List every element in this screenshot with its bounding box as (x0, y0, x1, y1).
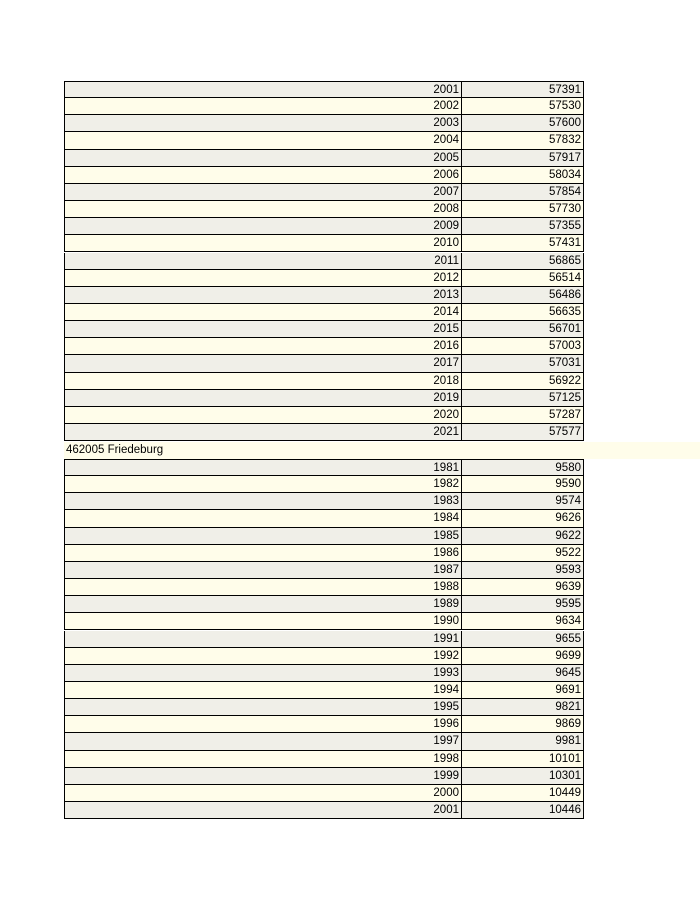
year-cell[interactable]: 2020 (64, 407, 462, 424)
value-cell[interactable]: 57003 (462, 338, 584, 355)
value-cell[interactable]: 10446 (462, 802, 584, 819)
table-row (64, 98, 700, 115)
value-cell[interactable]: 10101 (462, 751, 584, 768)
table-row (64, 184, 700, 201)
value-cell[interactable]: 57391 (462, 81, 584, 98)
table-row (64, 476, 700, 493)
year-cell[interactable]: 2003 (64, 115, 462, 132)
value-cell[interactable]: 57917 (462, 150, 584, 167)
table-row (64, 665, 700, 682)
table-row (64, 287, 700, 304)
year-cell[interactable]: 1991 (64, 631, 462, 648)
year-cell[interactable]: 1999 (64, 768, 462, 785)
table-row (64, 81, 700, 98)
year-cell[interactable]: 2005 (64, 150, 462, 167)
table-row (64, 270, 700, 287)
value-cell[interactable]: 9639 (462, 579, 584, 596)
year-cell[interactable]: 1992 (64, 648, 462, 665)
table-row (64, 150, 700, 167)
value-cell[interactable]: 56514 (462, 270, 584, 287)
table-row (64, 733, 700, 750)
table-row (64, 545, 700, 562)
table-row (64, 132, 700, 149)
table-row (64, 459, 700, 476)
year-cell[interactable]: 1983 (64, 493, 462, 510)
year-cell[interactable]: 1993 (64, 665, 462, 682)
table-row (64, 510, 700, 527)
year-cell[interactable]: 2012 (64, 270, 462, 287)
year-cell[interactable]: 2014 (64, 304, 462, 321)
value-cell[interactable]: 58034 (462, 167, 584, 184)
value-cell[interactable]: 9699 (462, 648, 584, 665)
value-cell[interactable]: 9821 (462, 699, 584, 716)
year-cell[interactable]: 1982 (64, 476, 462, 493)
value-cell[interactable]: 57431 (462, 235, 584, 252)
year-cell[interactable]: 2011 (64, 253, 462, 270)
value-cell[interactable]: 56486 (462, 287, 584, 304)
value-cell[interactable]: 56922 (462, 373, 584, 390)
year-cell[interactable]: 2010 (64, 235, 462, 252)
value-cell[interactable]: 9622 (462, 528, 584, 545)
year-cell[interactable]: 2007 (64, 184, 462, 201)
year-cell[interactable]: 2006 (64, 167, 462, 184)
year-cell[interactable]: 1981 (64, 459, 462, 476)
year-cell[interactable]: 2001 (64, 802, 462, 819)
year-cell[interactable]: 1985 (64, 528, 462, 545)
table-row (64, 201, 700, 218)
value-cell[interactable]: 9522 (462, 545, 584, 562)
table-row (64, 528, 700, 545)
table-row (64, 802, 700, 819)
value-cell[interactable]: 57854 (462, 184, 584, 201)
value-cell[interactable]: 9691 (462, 682, 584, 699)
table-row (64, 304, 700, 321)
table-row (64, 682, 700, 699)
year-cell[interactable]: 1997 (64, 733, 462, 750)
value-cell[interactable]: 9634 (462, 613, 584, 630)
table-row (64, 493, 700, 510)
year-cell[interactable]: 1988 (64, 579, 462, 596)
value-cell[interactable]: 56701 (462, 321, 584, 338)
table-row (64, 424, 700, 441)
year-cell[interactable]: 2002 (64, 98, 462, 115)
value-cell[interactable]: 9580 (462, 459, 584, 476)
year-cell[interactable]: 1996 (64, 716, 462, 733)
table-row (64, 338, 700, 355)
year-cell[interactable]: 1989 (64, 596, 462, 613)
table-row (64, 321, 700, 338)
year-cell[interactable]: 2013 (64, 287, 462, 304)
value-cell[interactable]: 9574 (462, 493, 584, 510)
value-cell[interactable]: 56865 (462, 253, 584, 270)
table-row (64, 390, 700, 407)
value-cell[interactable]: 9595 (462, 596, 584, 613)
value-cell[interactable]: 10449 (462, 785, 584, 802)
year-cell[interactable]: 1986 (64, 545, 462, 562)
year-cell[interactable]: 2019 (64, 390, 462, 407)
value-cell[interactable]: 9645 (462, 665, 584, 682)
year-cell[interactable]: 1998 (64, 751, 462, 768)
year-cell[interactable]: 1984 (64, 510, 462, 527)
year-cell[interactable]: 1994 (64, 682, 462, 699)
value-cell[interactable]: 56635 (462, 304, 584, 321)
year-cell[interactable]: 1990 (64, 613, 462, 630)
table-row (64, 751, 700, 768)
table-row (64, 253, 700, 270)
year-cell[interactable]: 2009 (64, 218, 462, 235)
value-cell[interactable]: 57287 (462, 407, 584, 424)
group-header: 462005 Friedeburg (64, 442, 700, 459)
value-cell[interactable]: 9655 (462, 631, 584, 648)
table-row (64, 648, 700, 665)
table-row (64, 218, 700, 235)
year-cell[interactable]: 1995 (64, 699, 462, 716)
value-cell[interactable]: 9981 (462, 733, 584, 750)
value-cell[interactable]: 9590 (462, 476, 584, 493)
table-row (64, 613, 700, 630)
value-cell[interactable]: 9626 (462, 510, 584, 527)
value-cell[interactable]: 57125 (462, 390, 584, 407)
table-row (64, 373, 700, 390)
year-cell[interactable]: 2008 (64, 201, 462, 218)
value-cell[interactable]: 57600 (462, 115, 584, 132)
value-cell[interactable]: 10301 (462, 768, 584, 785)
table-row (64, 716, 700, 733)
table-row (64, 631, 700, 648)
table-row (64, 167, 700, 184)
year-cell[interactable]: 2021 (64, 424, 462, 441)
table-row (64, 355, 700, 372)
value-cell[interactable]: 57530 (462, 98, 584, 115)
table-row (64, 785, 700, 802)
table-row (64, 115, 700, 132)
table-row (64, 407, 700, 424)
table-row (64, 235, 700, 252)
value-cell[interactable]: 57577 (462, 424, 584, 441)
value-cell[interactable]: 57832 (462, 132, 584, 149)
value-cell[interactable]: 57031 (462, 355, 584, 372)
year-cell[interactable]: 1987 (64, 562, 462, 579)
year-cell[interactable]: 2004 (64, 132, 462, 149)
table-row (64, 699, 700, 716)
year-cell[interactable]: 2018 (64, 373, 462, 390)
value-cell[interactable]: 57730 (462, 201, 584, 218)
value-cell[interactable]: 57355 (462, 218, 584, 235)
value-cell[interactable]: 9869 (462, 716, 584, 733)
year-cell[interactable]: 2001 (64, 81, 462, 98)
value-cell[interactable]: 9593 (462, 562, 584, 579)
table-row (64, 579, 700, 596)
year-cell[interactable]: 2000 (64, 785, 462, 802)
table-row (64, 768, 700, 785)
table-row (64, 562, 700, 579)
year-cell[interactable]: 2015 (64, 321, 462, 338)
table-row (64, 596, 700, 613)
year-cell[interactable]: 2017 (64, 355, 462, 372)
year-cell[interactable]: 2016 (64, 338, 462, 355)
